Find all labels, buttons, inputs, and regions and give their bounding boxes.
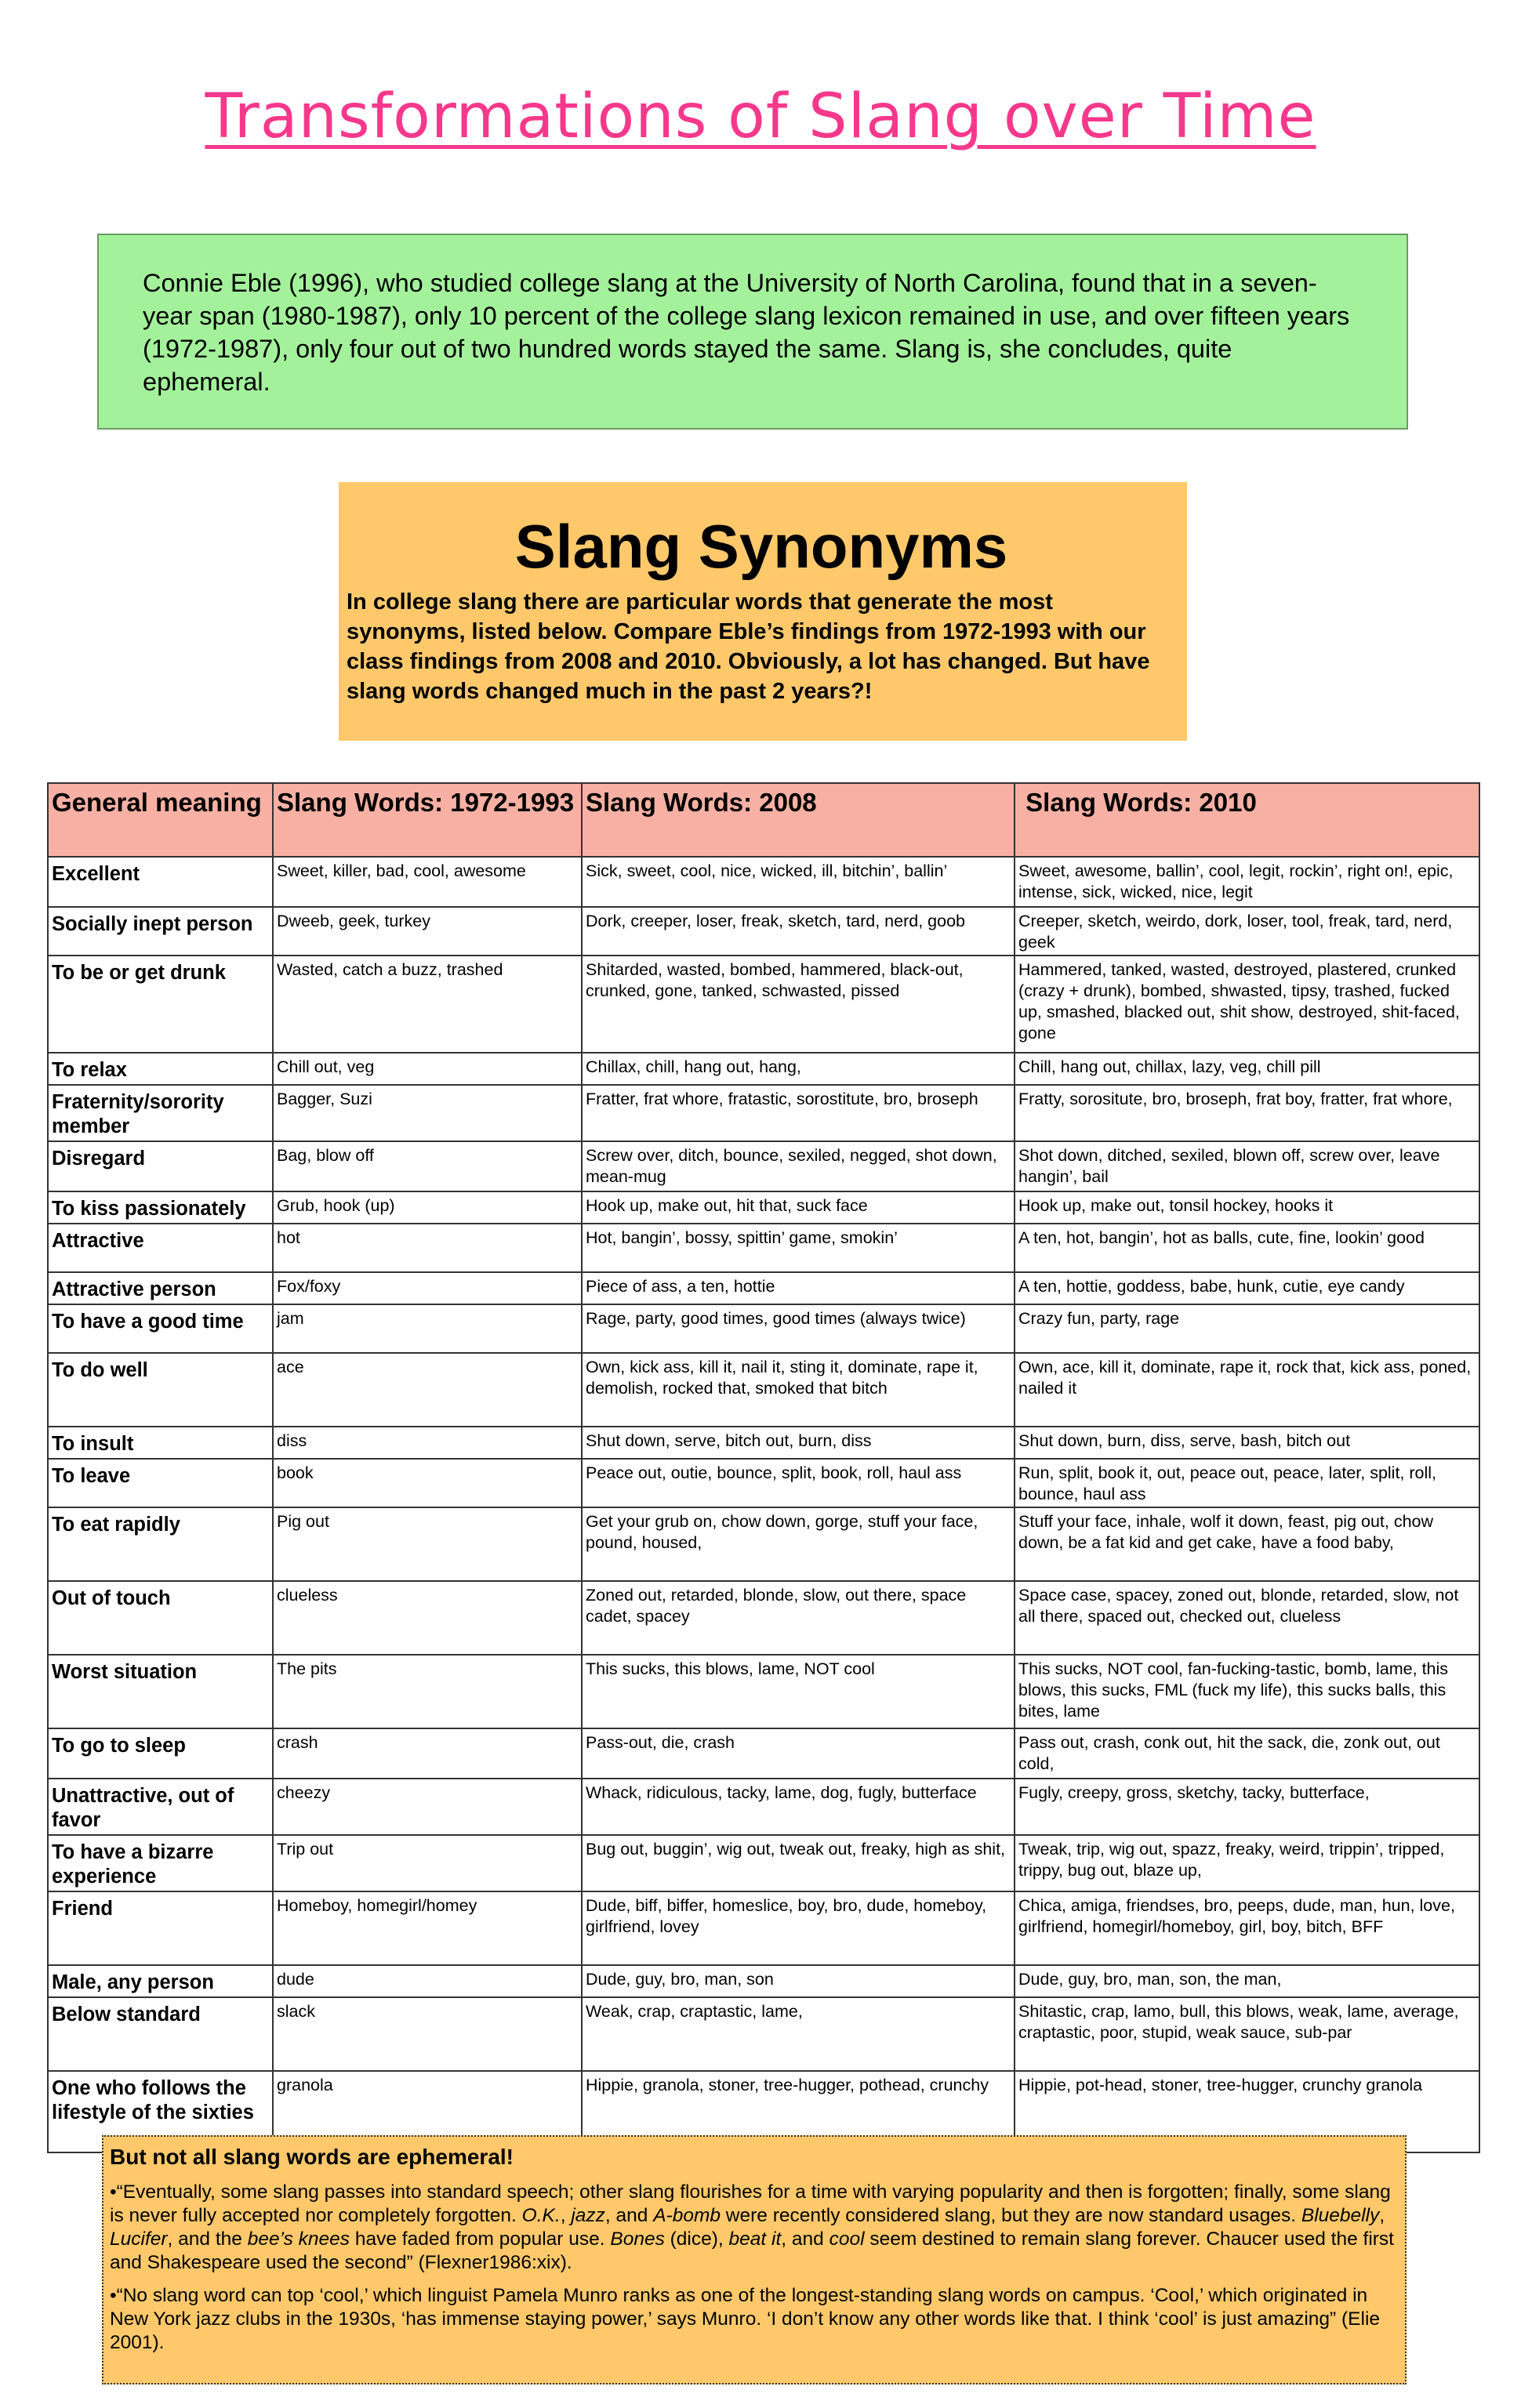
italic-term: jazz bbox=[571, 2205, 605, 2226]
table-row bbox=[48, 1507, 1479, 1581]
meaning-cell: Fraternity/sorority member bbox=[48, 1085, 273, 1141]
table-row bbox=[48, 1655, 1479, 1728]
meaning-cell: To do well bbox=[48, 1353, 273, 1427]
slang-2008-cell: Piece of ass, a ten, hottie bbox=[582, 1272, 1015, 1304]
slang-1972-cell: jam bbox=[273, 1304, 582, 1353]
slang-1972-cell: ace bbox=[273, 1353, 582, 1427]
slang-1972-cell: dude bbox=[273, 1965, 582, 1997]
italic-term: A-bomb bbox=[653, 2205, 721, 2226]
synonyms-box bbox=[339, 482, 1187, 741]
slang-1972-cell: Dweeb, geek, turkey bbox=[273, 907, 582, 956]
meaning-cell: To have a good time bbox=[48, 1304, 273, 1353]
slang-2010-cell: Sweet, awesome, ballin’, cool, legit, rockin’, right on!, epic, intense, sick, wicked, nice, legit bbox=[1015, 857, 1479, 907]
meaning-cell: To relax bbox=[48, 1053, 273, 1085]
slang-2010-cell: Own, ace, kill it, dominate, rape it, rock that, kick ass, poned, nailed it bbox=[1015, 1353, 1479, 1427]
slang-1972-cell: Trip out bbox=[273, 1835, 582, 1891]
meaning-cell: Below standard bbox=[48, 1997, 273, 2071]
slang-2010-cell: Chill, hang out, chillax, lazy, veg, chill pill bbox=[1015, 1053, 1479, 1085]
slang-2008-cell: Shitarded, wasted, bombed, hammered, black-out, crunked, gone, tanked, schwasted, pissed bbox=[582, 956, 1015, 1053]
meaning-cell: Attractive bbox=[48, 1224, 273, 1272]
quote-text: , bbox=[560, 2205, 572, 2226]
header-general-meaning: General meaning bbox=[48, 783, 273, 857]
quote-text: have faded from popular use. bbox=[350, 2228, 611, 2250]
elie-quote: •“No slang word can top ‘cool,’ which linguist Pamela Munro ranks as one of the longest-standing slang words on campus. ‘Cool,’ which originated in New York jazz clubs in the 1930s, ‘has immense staying power,’ says Munro. ‘I don’t know any other words like that. I think ‘cool’ is just amazing” (Elie 2001). bbox=[110, 2285, 1381, 2353]
slang-2008-cell: Hippie, granola, stoner, tree-hugger, pothead, crunchy bbox=[582, 2071, 1015, 2152]
italic-term: Bones bbox=[610, 2228, 665, 2250]
slang-1972-cell: Bag, blow off bbox=[273, 1141, 582, 1191]
meaning-cell: To insult bbox=[48, 1427, 273, 1459]
italic-term: bee’s knees bbox=[247, 2228, 350, 2250]
header-slang-1972: Slang Words: 1972-1993 bbox=[273, 783, 582, 857]
synonyms-intro: In college slang there are particular words that generate the most synonyms, listed below. Compare Eble’s findings from 1972-1993 with our class findings from 2008 and 2010. Obviously, a lot has changed. But have slang words changed much in the past 2 years?! bbox=[347, 589, 1150, 704]
slang-2008-cell: Weak, crap, craptastic, lame, bbox=[582, 1997, 1015, 2071]
slang-2010-cell: Crazy fun, party, rage bbox=[1015, 1304, 1479, 1353]
slang-2010-cell: Dude, guy, bro, man, son, the man, bbox=[1015, 1965, 1479, 1997]
slang-2008-cell: Hook up, make out, hit that, suck face bbox=[582, 1191, 1015, 1224]
table-row bbox=[48, 907, 1479, 956]
quote-text: , bbox=[1379, 2205, 1385, 2226]
slang-2008-cell: Sick, sweet, cool, nice, wicked, ill, bitchin’, ballin’ bbox=[582, 857, 1015, 907]
quote-text: , and the bbox=[167, 2228, 248, 2250]
table-row bbox=[48, 1965, 1479, 1997]
table-row bbox=[48, 1304, 1479, 1353]
table-row bbox=[48, 857, 1479, 907]
slang-1972-cell: book bbox=[273, 1459, 582, 1507]
slang-1972-cell: Chill out, veg bbox=[273, 1053, 582, 1085]
slang-2008-cell: Dude, guy, bro, man, son bbox=[582, 1965, 1015, 1997]
slang-1972-cell: Wasted, catch a buzz, trashed bbox=[273, 956, 582, 1053]
italic-term: beat it bbox=[728, 2228, 782, 2250]
italic-term: cool bbox=[829, 2228, 865, 2250]
intro-box bbox=[97, 234, 1408, 430]
slang-1972-cell: slack bbox=[273, 1997, 582, 2071]
table-row bbox=[48, 1085, 1479, 1141]
slang-2008-cell: Dork, creeper, loser, freak, sketch, tard, nerd, goob bbox=[582, 907, 1015, 956]
table-body bbox=[48, 857, 1479, 2152]
flexner-quote bbox=[110, 2181, 1397, 2275]
quote-text: , and bbox=[604, 2205, 654, 2226]
table-row bbox=[48, 1581, 1479, 1655]
slang-1972-cell: Homeboy, homegirl/homey bbox=[273, 1891, 582, 1965]
slang-2010-cell: Run, split, book it, out, peace out, peace, later, split, roll, bounce, haul ass bbox=[1015, 1459, 1479, 1507]
page-title: Transformations of Slang over Time bbox=[205, 82, 1316, 152]
slang-2008-cell: Zoned out, retarded, blonde, slow, out there, space cadet, spacey bbox=[582, 1581, 1015, 1655]
intro-text: Connie Eble (1996), who studied college slang at the University of North Carolina, found that in a seven-year span (1980-1987), only 10 percent of the college slang lexicon remained in use, and over fifteen years (1972-1987), only four out of two hundred words stayed the same. Slang is, she concludes, quite ephemeral. bbox=[143, 269, 1350, 396]
meaning-cell: Out of touch bbox=[48, 1581, 273, 1655]
slang-2008-cell: This sucks, this blows, lame, NOT cool bbox=[582, 1655, 1015, 1728]
meaning-cell: Unattractive, out of favor bbox=[48, 1779, 273, 1835]
slang-2008-cell: Dude, biff, biffer, homeslice, boy, bro, dude, homeboy, girlfriend, lovey bbox=[582, 1891, 1015, 1965]
meaning-cell: Attractive person bbox=[48, 1272, 273, 1304]
meaning-cell: Socially inept person bbox=[48, 907, 273, 956]
slang-1972-cell: Grub, hook (up) bbox=[273, 1191, 582, 1224]
slang-2010-cell: Fratty, sorositute, bro, broseph, frat boy, fratter, frat whore, bbox=[1015, 1085, 1479, 1141]
slang-2008-cell: Shut down, serve, bitch out, burn, diss bbox=[582, 1427, 1015, 1459]
slang-2010-cell: Space case, spacey, zoned out, blonde, retarded, slow, not all there, spaced out, checked out, clueless bbox=[1015, 1581, 1479, 1655]
meaning-cell: Worst situation bbox=[48, 1655, 273, 1728]
slang-1972-cell: Pig out bbox=[273, 1507, 582, 1581]
slang-1972-cell: hot bbox=[273, 1224, 582, 1272]
slang-2010-cell: Pass out, crash, conk out, hit the sack, die, zonk out, out cold, bbox=[1015, 1728, 1479, 1779]
quote-text: (dice), bbox=[664, 2228, 729, 2250]
italic-term: Lucifer bbox=[110, 2228, 168, 2250]
table-row bbox=[48, 1191, 1479, 1224]
slang-1972-cell: crash bbox=[273, 1728, 582, 1779]
slang-1972-cell: clueless bbox=[273, 1581, 582, 1655]
meaning-cell: Friend bbox=[48, 1891, 273, 1965]
meaning-cell: To go to sleep bbox=[48, 1728, 273, 1779]
quote-text: seem destined to remain slang forever. Chaucer used the first and Shakespeare used the second” (Flexner1986:xix). bbox=[110, 2228, 1394, 2273]
quote-text: were recently considered slang, but they are now standard usages. bbox=[721, 2205, 1301, 2226]
slang-2010-cell: Hammered, tanked, wasted, destroyed, plastered, crunked (crazy + drunk), bombed, shwasted, tipsy, trashed, fucked up, smashed, blacked out, shit show, destroyed, shit-faced, gone bbox=[1015, 956, 1479, 1053]
slang-2008-cell: Hot, bangin’, bossy, spittin’ game, smokin’ bbox=[582, 1224, 1015, 1272]
slang-2010-cell: Shut down, burn, diss, serve, bash, bitch out bbox=[1015, 1427, 1479, 1459]
header-slang-2010: Slang Words: 2010 bbox=[1015, 783, 1479, 857]
slang-2010-cell: This sucks, NOT cool, fan-fucking-tastic, bomb, lame, this blows, this sucks, FML (fuck my life), this sucks balls, this bites, lame bbox=[1015, 1655, 1479, 1728]
slang-1972-cell: diss bbox=[273, 1427, 582, 1459]
meaning-cell: Excellent bbox=[48, 857, 273, 907]
meaning-cell: To eat rapidly bbox=[48, 1507, 273, 1581]
meaning-cell: To have a bizarre experience bbox=[48, 1835, 273, 1891]
slang-2008-cell: Chillax, chill, hang out, hang, bbox=[582, 1053, 1015, 1085]
slang-1972-cell: cheezy bbox=[273, 1779, 582, 1835]
slang-2010-cell: Shitastic, crap, lamo, bull, this blows, weak, lame, average, craptastic, poor, stupid, weak sauce, sub-par bbox=[1015, 1997, 1479, 2071]
meaning-cell: Disregard bbox=[48, 1141, 273, 1191]
slang-1972-cell: The pits bbox=[273, 1655, 582, 1728]
meaning-cell: To leave bbox=[48, 1459, 273, 1507]
slang-2008-cell: Pass-out, die, crash bbox=[582, 1728, 1015, 1779]
ephemeral-box bbox=[102, 2135, 1407, 2384]
table-row bbox=[48, 1728, 1479, 1779]
slang-2010-cell: Shot down, ditched, sexiled, blown off, screw over, leave hangin’, bail bbox=[1015, 1141, 1479, 1191]
italic-term: O.K. bbox=[521, 2205, 561, 2226]
slang-2010-cell: Chica, amiga, friendses, bro, peeps, dude, man, hun, love, girlfriend, homegirl/homeboy, girl, boy, bitch, BFF bbox=[1015, 1891, 1479, 1965]
table-row bbox=[48, 1459, 1479, 1507]
slang-2010-cell: Tweak, trip, wig out, spazz, freaky, weird, trippin’, tripped, trippy, bug out, blaze up, bbox=[1015, 1835, 1479, 1891]
slang-2008-cell: Own, kick ass, kill it, nail it, sting it, dominate, rape it, demolish, rocked that, smoked that bitch bbox=[582, 1353, 1015, 1427]
quote-text: •“Eventually, some slang passes into standard speech; other slang flourishes for a time with varying popularity and then is forgotten; finally, some slang is never fully accepted nor completely forgotten. bbox=[110, 2181, 1391, 2226]
meaning-cell: To be or get drunk bbox=[48, 956, 273, 1053]
meaning-cell: One who follows the lifestyle of the sixties bbox=[48, 2071, 273, 2152]
table-row bbox=[48, 1224, 1479, 1272]
slang-1972-cell: Sweet, killer, bad, cool, awesome bbox=[273, 857, 582, 907]
table-row bbox=[48, 1427, 1479, 1459]
slang-2008-cell: Rage, party, good times, good times (always twice) bbox=[582, 1304, 1015, 1353]
slang-2008-cell: Get your grub on, chow down, gorge, stuff your face, pound, housed, bbox=[582, 1507, 1015, 1581]
table-row bbox=[48, 1141, 1479, 1191]
table-row bbox=[48, 1835, 1479, 1891]
slang-1972-cell: Fox/foxy bbox=[273, 1272, 582, 1304]
table-row bbox=[48, 1997, 1479, 2071]
meaning-cell: To kiss passionately bbox=[48, 1191, 273, 1224]
slang-2010-cell: Fugly, creepy, gross, sketchy, tacky, butterface, bbox=[1015, 1779, 1479, 1835]
slang-2010-cell: Stuff your face, inhale, wolf it down, feast, pig out, chow down, be a fat kid and get cake, have a food baby, bbox=[1015, 1507, 1479, 1581]
table-row bbox=[48, 1053, 1479, 1085]
table-row bbox=[48, 956, 1479, 1053]
slang-2008-cell: Fratter, frat whore, fratastic, sorostitute, bro, broseph bbox=[582, 1085, 1015, 1141]
ephemeral-heading: But not all slang words are ephemeral! bbox=[110, 2145, 514, 2169]
slang-1972-cell: Bagger, Suzi bbox=[273, 1085, 582, 1141]
table-row bbox=[48, 1891, 1479, 1965]
slang-2008-cell: Whack, ridiculous, tacky, lame, dog, fugly, butterface bbox=[582, 1779, 1015, 1835]
slang-table bbox=[47, 782, 1480, 2153]
slang-2008-cell: Bug out, buggin’, wig out, tweak out, freaky, high as shit, bbox=[582, 1835, 1015, 1891]
slang-2008-cell: Screw over, ditch, bounce, sexiled, negged, shot down, mean-mug bbox=[582, 1141, 1015, 1191]
slang-2010-cell: A ten, hot, bangin’, hot as balls, cute, fine, lookin’ good bbox=[1015, 1224, 1479, 1272]
synonyms-heading: Slang Synonyms bbox=[514, 512, 1008, 581]
table-row bbox=[48, 1272, 1479, 1304]
slang-1972-cell: granola bbox=[273, 2071, 582, 2152]
table-row bbox=[48, 1353, 1479, 1427]
quote-text: , and bbox=[781, 2228, 829, 2250]
slang-2010-cell: Creeper, sketch, weirdo, dork, loser, tool, freak, tard, nerd, geek bbox=[1015, 907, 1479, 956]
slang-2008-cell: Peace out, outie, bounce, split, book, roll, haul ass bbox=[582, 1459, 1015, 1507]
italic-term: Bluebelly bbox=[1301, 2205, 1380, 2226]
table-header-row bbox=[48, 783, 1479, 857]
meaning-cell: Male, any person bbox=[48, 1965, 273, 1997]
slang-2010-cell: A ten, hottie, goddess, babe, hunk, cutie, eye candy bbox=[1015, 1272, 1479, 1304]
header-slang-2008: Slang Words: 2008 bbox=[582, 783, 1015, 857]
slang-2010-cell: Hook up, make out, tonsil hockey, hooks it bbox=[1015, 1191, 1479, 1224]
table-row bbox=[48, 1779, 1479, 1835]
slang-2010-cell: Hippie, pot-head, stoner, tree-hugger, crunchy granola bbox=[1015, 2071, 1479, 2152]
